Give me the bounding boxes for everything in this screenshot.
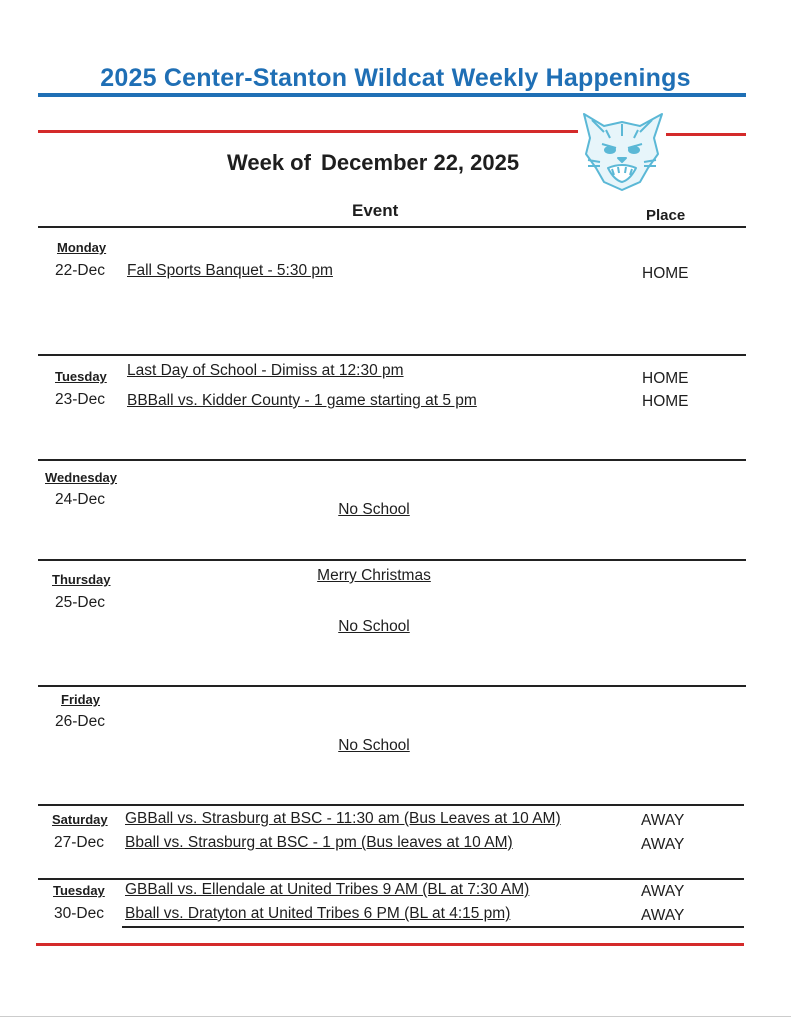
row-divider: [38, 459, 746, 461]
event-tuesday-30-2: Bball vs. Dratyton at United Tribes 6 PM (BL at 4:15 pm): [125, 905, 511, 922]
event-friday-1: No School: [338, 737, 410, 754]
event-thursday-1: Merry Christmas: [317, 567, 431, 584]
place-monday-1: HOME: [642, 265, 689, 282]
event-wednesday-1: No School: [338, 501, 410, 518]
event-monday-1: Fall Sports Banquet - 5:30 pm: [127, 262, 333, 279]
page-edge-line: [0, 1016, 791, 1017]
event-saturday-1: GBBall vs. Strasburg at BSC - 11:30 am (Bus Leaves at 10 AM): [125, 810, 561, 827]
place-tuesday-30-2: AWAY: [641, 907, 685, 924]
day-date-wednesday: 24-Dec: [55, 491, 105, 508]
week-date: December 22, 2025: [320, 150, 520, 175]
day-name-friday: Friday: [61, 692, 101, 707]
header-rule-red-right: [666, 133, 746, 136]
day-name-tuesday-23: Tuesday: [55, 369, 107, 384]
page-title: 2025 Center-Stanton Wildcat Weekly Happenings: [100, 64, 691, 92]
row-divider: [38, 559, 746, 561]
column-header-place: Place: [646, 207, 686, 224]
day-name-wednesday: Wednesday: [45, 470, 118, 485]
event-tuesday-23-2: BBBall vs. Kidder County - 1 game starting at 5 pm: [127, 392, 477, 409]
row-divider: [38, 354, 746, 356]
day-date-saturday: 27-Dec: [54, 834, 104, 851]
footer-rule-red: [36, 943, 744, 946]
event-tuesday-30-1: GBBall vs. Ellendale at United Tribes 9 AM (BL at 7:30 AM): [125, 881, 530, 898]
place-tuesday-30-1: AWAY: [641, 883, 685, 900]
day-name-saturday: Saturday: [52, 812, 108, 827]
row-divider: [38, 804, 744, 806]
row-divider: [38, 685, 746, 687]
day-name-monday: Monday: [57, 240, 107, 255]
row-divider: [122, 926, 744, 928]
header-rule-red-left: [38, 130, 578, 133]
day-date-tuesday-23: 23-Dec: [55, 391, 105, 408]
day-date-friday: 26-Dec: [55, 713, 105, 730]
week-label: Week of: [227, 150, 311, 175]
place-tuesday-23-1: HOME: [642, 370, 689, 387]
place-saturday-1: AWAY: [641, 812, 685, 829]
day-date-monday: 22-Dec: [55, 262, 105, 279]
header-divider: [38, 226, 746, 228]
day-name-thursday: Thursday: [52, 572, 111, 587]
day-date-tuesday-30: 30-Dec: [54, 905, 104, 922]
column-header-event: Event: [352, 201, 399, 220]
place-tuesday-23-2: HOME: [642, 393, 689, 410]
place-saturday-2: AWAY: [641, 836, 685, 853]
day-date-thursday: 25-Dec: [55, 594, 105, 611]
week-heading: [227, 150, 519, 176]
event-thursday-2: No School: [338, 618, 410, 635]
event-saturday-2: Bball vs. Strasburg at BSC - 1 pm (Bus leaves at 10 AM): [125, 834, 513, 851]
day-name-tuesday-30: Tuesday: [53, 883, 105, 898]
title-underline-blue: [38, 93, 746, 97]
wildcat-mascot-icon: [578, 110, 666, 192]
row-divider: [38, 878, 744, 880]
event-tuesday-23-1: Last Day of School - Dimiss at 12:30 pm: [127, 362, 404, 379]
